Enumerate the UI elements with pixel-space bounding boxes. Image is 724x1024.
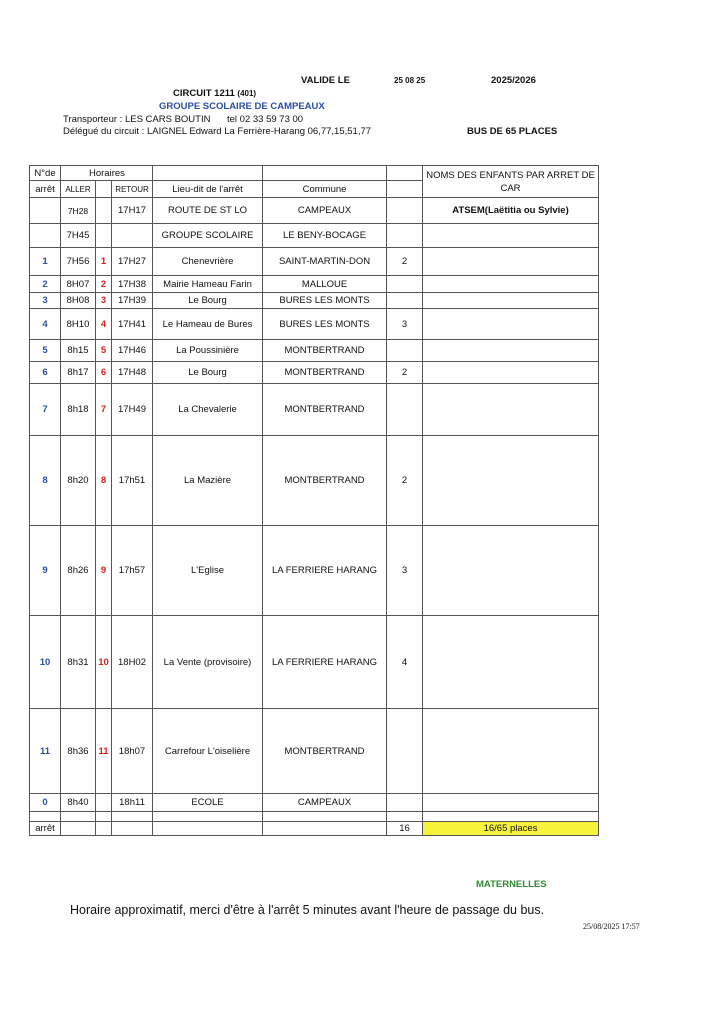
stop-noms [423,362,599,384]
circuit-number: CIRCUIT 1211 [173,88,235,99]
stop-commune: MALLOUE [263,276,387,293]
circuit-table [29,165,599,836]
table-row [30,248,599,276]
stop-lieu: Mairie Hameau Farin [153,276,263,293]
retour-number: 9 [96,526,112,616]
stop-lieu: GROUPE SCOLAIRE [153,224,263,248]
stop-commune: MONTBERTRAND [263,709,387,794]
stop-count [387,198,423,224]
header-nde: N°de [30,166,61,181]
retour-number: 5 [96,340,112,362]
stop-number: 4 [30,309,61,340]
footer-cell [61,822,96,836]
stop-lieu: La Vente (provisoire) [153,616,263,709]
header-count [387,181,423,198]
table-row [30,709,599,794]
stop-count [387,340,423,362]
table-row [30,436,599,526]
aller-time: 8H08 [61,293,96,309]
spacer-row [30,812,599,822]
aller-time: 8h20 [61,436,96,526]
stop-number: 5 [30,340,61,362]
stop-count [387,224,423,248]
retour-time: 17H48 [112,362,153,384]
stop-lieu: ROUTE DE ST LO [153,198,263,224]
stop-commune: LE BENY-BOCAGE [263,224,387,248]
footer-cell [153,822,263,836]
stop-commune: CAMPEAUX [263,198,387,224]
groupe-scolaire: GROUPE SCOLAIRE DE CAMPEAUX [159,101,325,112]
retour-number: 1 [96,248,112,276]
stop-commune: CAMPEAUX [263,794,387,812]
header-retour: RETOUR [112,181,153,198]
aller-time: 8h31 [61,616,96,709]
stop-commune: BURES LES MONTS [263,309,387,340]
table-row [30,384,599,436]
aller-time: 8h36 [61,709,96,794]
table-row [30,309,599,340]
header-noms: NOMS DES ENFANTS PAR ARRET DE CAR [423,166,599,198]
aller-time: 7H56 [61,248,96,276]
retour-time: 17H46 [112,340,153,362]
spacer-cell [30,812,61,822]
table-row [30,340,599,362]
stop-commune: SAINT-MARTIN-DON [263,248,387,276]
retour-time: 17H41 [112,309,153,340]
stop-noms [423,526,599,616]
footer-row [30,822,599,836]
header-horaires: Horaires [61,166,153,181]
stop-noms [423,224,599,248]
table-row [30,276,599,293]
stop-number: 6 [30,362,61,384]
table-row [30,362,599,384]
stop-commune: MONTBERTRAND [263,384,387,436]
retour-time: 18H02 [112,616,153,709]
header-empty-2 [263,166,387,181]
transporteur: Transporteur : LES CARS BOUTIN [63,114,211,125]
retour-number: 7 [96,384,112,436]
footer-places: 16/65 places [423,822,599,836]
stop-noms: ATSEM(Laëtitia ou Sylvie) [423,198,599,224]
spacer-cell [96,812,112,822]
spacer-cell [153,812,263,822]
stop-lieu: La Poussinière [153,340,263,362]
retour-time: 17h57 [112,526,153,616]
spacer-cell [387,812,423,822]
table-row [30,526,599,616]
stop-noms [423,309,599,340]
stop-commune: MONTBERTRAND [263,362,387,384]
stop-noms [423,384,599,436]
retour-number: 2 [96,276,112,293]
stop-noms [423,276,599,293]
stop-noms [423,340,599,362]
retour-number: 4 [96,309,112,340]
stop-lieu: ECOLE [153,794,263,812]
transporteur-tel: tel 02 33 59 73 00 [227,114,304,125]
stop-noms [423,293,599,309]
aller-time: 8H10 [61,309,96,340]
valide-date: 25 08 25 [394,76,426,85]
retour-time: 17H39 [112,293,153,309]
retour-number: 8 [96,436,112,526]
stop-count: 2 [387,436,423,526]
delegue: Délégué du circuit : LAIGNEL Edward La Ferrière-Harang 06,77,15,51,77 [63,126,372,137]
header-arret: arrêt [30,181,61,198]
aller-time: 8h40 [61,794,96,812]
stop-count [387,293,423,309]
stop-number [30,198,61,224]
table-row [30,616,599,709]
retour-time: 18h07 [112,709,153,794]
stop-number: 11 [30,709,61,794]
stop-count: 2 [387,248,423,276]
header-empty-1 [153,166,263,181]
stop-count: 3 [387,309,423,340]
footer-arret: arrêt [30,822,61,836]
spacer-cell [61,812,96,822]
stop-count [387,709,423,794]
table-row [30,198,599,224]
aller-time: 8h18 [61,384,96,436]
print-timestamp: 25/08/2025 17:57 [583,922,640,931]
stop-number: 8 [30,436,61,526]
retour-time: 17H49 [112,384,153,436]
retour-time [112,224,153,248]
stop-commune: BURES LES MONTS [263,293,387,309]
table-row [30,224,599,248]
stop-number: 7 [30,384,61,436]
aller-time: 7H45 [61,224,96,248]
stop-lieu: Le Bourg [153,362,263,384]
stop-count: 3 [387,526,423,616]
stop-lieu: Chenevrière [153,248,263,276]
stop-lieu: Le Bourg [153,293,263,309]
footer-cell [263,822,387,836]
header-row-1 [30,166,599,181]
valide-label: VALIDE LE [301,75,350,86]
stop-noms [423,248,599,276]
stop-number: 10 [30,616,61,709]
horaire-note: Horaire approximatif, merci d'être à l'arrêt 5 minutes avant l'heure de passage du bus. [70,903,545,917]
stop-lieu: Carrefour L'oiselière [153,709,263,794]
stop-count: 2 [387,362,423,384]
stop-number: 3 [30,293,61,309]
aller-time: 8h17 [61,362,96,384]
table-row [30,794,599,812]
retour-number: 3 [96,293,112,309]
stop-lieu: La Mazière [153,436,263,526]
stop-number: 9 [30,526,61,616]
aller-time: 7H28 [61,198,96,224]
retour-time: 17h51 [112,436,153,526]
stop-number: 1 [30,248,61,276]
header-lieu: Lieu-dit de l'arrêt [153,181,263,198]
header-empty-3 [387,166,423,181]
retour-time: 17H27 [112,248,153,276]
bus-capacity: BUS DE 65 PLACES [467,126,558,137]
maternelles-label: MATERNELLES [476,879,547,890]
table-row [30,293,599,309]
season: 2025/2026 [491,75,536,86]
stop-lieu: L'Eglise [153,526,263,616]
stop-commune: LA FERRIERE HARANG [263,526,387,616]
retour-time: 18h11 [112,794,153,812]
stop-noms [423,616,599,709]
circuit-sub: (401) [237,89,257,98]
footer-cell [112,822,153,836]
stop-number: 2 [30,276,61,293]
retour-number [96,224,112,248]
retour-number [96,794,112,812]
stop-commune: MONTBERTRAND [263,340,387,362]
spacer-cell [423,812,599,822]
stop-count [387,276,423,293]
stop-commune: MONTBERTRAND [263,436,387,526]
spacer-cell [263,812,387,822]
aller-time: 8h15 [61,340,96,362]
retour-number [96,198,112,224]
stop-number: 0 [30,794,61,812]
spacer-cell [112,812,153,822]
retour-number: 6 [96,362,112,384]
stop-lieu: La Chevalerie [153,384,263,436]
aller-time: 8h26 [61,526,96,616]
circuit-label [173,88,256,99]
stop-count [387,384,423,436]
footer-cell [96,822,112,836]
stop-noms [423,794,599,812]
header-aller: ALLER [61,181,96,198]
stop-count: 4 [387,616,423,709]
stop-lieu: Le Hameau de Bures [153,309,263,340]
aller-time: 8H07 [61,276,96,293]
stop-number [30,224,61,248]
header-commune: Commune [263,181,387,198]
stop-commune: LA FERRIERE HARANG [263,616,387,709]
stop-noms [423,436,599,526]
retour-number: 11 [96,709,112,794]
retour-time: 17H17 [112,198,153,224]
stop-count [387,794,423,812]
footer-total: 16 [387,822,423,836]
stop-noms [423,709,599,794]
retour-time: 17H38 [112,276,153,293]
retour-number: 10 [96,616,112,709]
header-blank [96,181,112,198]
